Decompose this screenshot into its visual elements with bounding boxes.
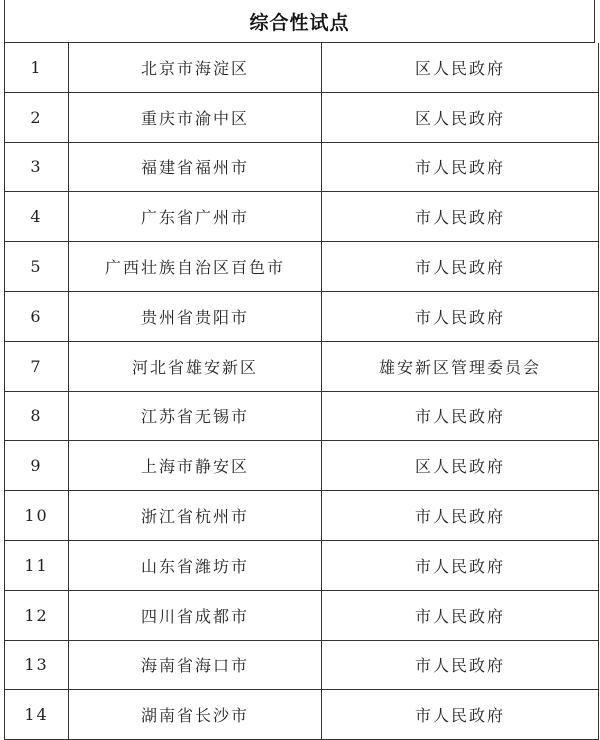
- row-index: 2: [5, 92, 69, 142]
- table-row: [5, 291, 599, 341]
- row-location: 重庆市渝中区: [69, 92, 322, 142]
- row-location: 浙江省杭州市: [69, 491, 322, 541]
- table-row: [5, 590, 599, 640]
- row-organ: 市人民政府: [322, 640, 599, 690]
- row-location: 北京市海淀区: [69, 43, 322, 92]
- table-row: [5, 192, 599, 242]
- row-index: 1: [5, 43, 69, 92]
- row-index: 12: [5, 590, 69, 640]
- row-index: 4: [5, 192, 69, 242]
- table-row: [5, 441, 599, 491]
- row-location: 山东省潍坊市: [69, 540, 322, 590]
- row-index: 10: [5, 491, 69, 541]
- row-location: 四川省成都市: [69, 590, 322, 640]
- row-organ: 市人民政府: [322, 192, 599, 242]
- table-row: [5, 540, 599, 590]
- table-row: [5, 491, 599, 541]
- row-organ: 市人民政府: [322, 690, 599, 740]
- row-organ: 市人民政府: [322, 491, 599, 541]
- row-organ: 区人民政府: [322, 441, 599, 491]
- table-row: [5, 142, 599, 192]
- row-location: 广西壮族自治区百色市: [69, 242, 322, 292]
- row-organ: 市人民政府: [322, 142, 599, 192]
- row-location: 河北省雄安新区: [69, 341, 322, 391]
- table-title: 综合性试点: [249, 11, 350, 34]
- row-index: 9: [5, 441, 69, 491]
- table-row: [5, 242, 599, 292]
- row-organ: 雄安新区管理委员会: [322, 341, 599, 391]
- row-organ: 市人民政府: [322, 590, 599, 640]
- row-organ: 区人民政府: [322, 43, 599, 92]
- row-location: 江苏省无锡市: [69, 391, 322, 441]
- row-location: 福建省福州市: [69, 142, 322, 192]
- table-row: [5, 43, 599, 92]
- row-location: 贵州省贵阳市: [69, 291, 322, 341]
- table-row: [5, 92, 599, 142]
- table-row: [5, 640, 599, 690]
- row-location: 上海市静安区: [69, 441, 322, 491]
- row-index: 6: [5, 291, 69, 341]
- row-organ: 区人民政府: [322, 92, 599, 142]
- row-organ: 市人民政府: [322, 242, 599, 292]
- row-index: 3: [5, 142, 69, 192]
- row-organ: 市人民政府: [322, 391, 599, 441]
- pilot-table: [4, 43, 599, 740]
- row-index: 11: [5, 540, 69, 590]
- row-index: 13: [5, 640, 69, 690]
- row-location: 湖南省长沙市: [69, 690, 322, 740]
- table-row: [5, 690, 599, 740]
- row-index: 14: [5, 690, 69, 740]
- row-index: 7: [5, 341, 69, 391]
- row-organ: 市人民政府: [322, 540, 599, 590]
- row-location: 海南省海口市: [69, 640, 322, 690]
- table-row: [5, 391, 599, 441]
- row-location: 广东省广州市: [69, 192, 322, 242]
- table-row: [5, 341, 599, 391]
- row-index: 8: [5, 391, 69, 441]
- row-index: 5: [5, 242, 69, 292]
- table-title-row: [4, 0, 595, 43]
- row-organ: 市人民政府: [322, 291, 599, 341]
